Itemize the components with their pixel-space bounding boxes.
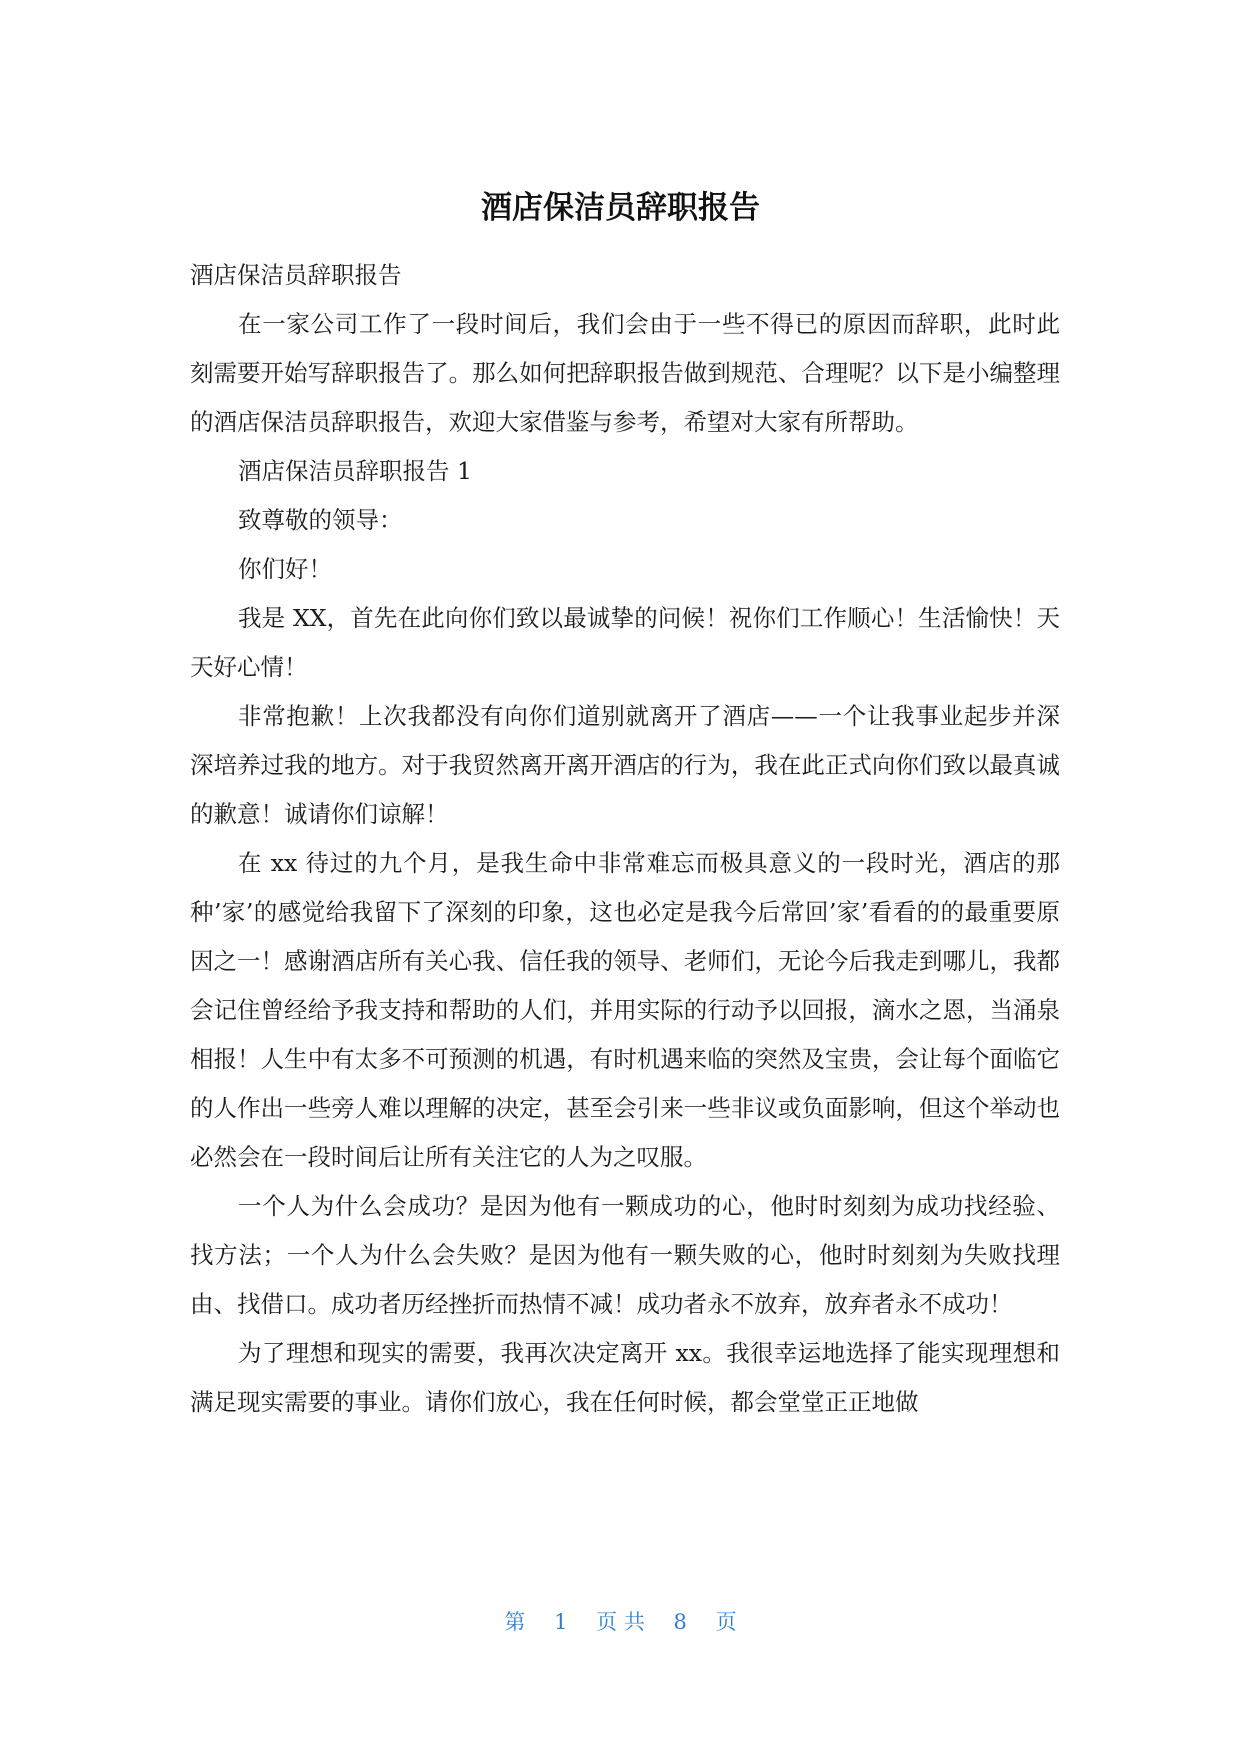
paragraph: 在 xx 待过的九个月，是我生命中非常难忘而极具意义的一段时光，酒店的那种’家’的感觉给我留下了深刻的印象，这也必定是我今后常回’家’看看的的最重要原因之一！感谢酒店所有关心我、信任我的领导、老师们，无论今后我走到哪儿，我都会记住曾经给予我支持和帮助的人们，并用实际的行动予以回报，滴水之恩，当涌泉相报！人生中有太多不可预测的机遇，有时机遇来临的突然及宝贵，会让每个面临它的人作出一些旁人难以理解的决定，甚至会引来一些非议或负面影响，但这个举动也必然会在一段时间后让所有关注它的人为之叹服。: [190, 849, 1060, 1171]
page-footer: [0, 1608, 1241, 1636]
paragraph-intro: 在一家公司工作了一段时间后，我们会由于一些不得已的原因而辞职，此时此刻需要开始写辞职报告了。那么如何把辞职报告做到规范、合理呢？以下是小编整理的酒店保洁员辞职报告，欢迎大家借鉴与参考，希望对大家有所帮助。: [190, 310, 1060, 436]
section-heading: 酒店保洁员辞职报告 1: [238, 457, 472, 485]
document-body: [190, 251, 1060, 1427]
document-subtitle: 酒店保洁员辞职报告: [190, 261, 402, 289]
footer-label-of: 页 共: [596, 1610, 645, 1634]
footer-current-page: 1: [554, 1610, 568, 1634]
greeting: 你们好！: [238, 555, 332, 583]
footer-total-pages: 8: [673, 1610, 687, 1634]
footer-label-pages: 页: [715, 1610, 737, 1634]
salutation: 致尊敬的领导：: [238, 506, 403, 534]
paragraph: 我是 XX，首先在此向你们致以最诚挚的问候！祝你们工作顺心！生活愉快！天天好心情！: [190, 604, 1060, 681]
footer-label-page: 第: [504, 1610, 526, 1634]
paragraph: 非常抱歉！上次我都没有向你们道别就离开了酒店——一个让我事业起步并深深培养过我的地方。对于我贸然离开离开酒店的行为，我在此正式向你们致以最真诚的歉意！诚请你们谅解！: [190, 702, 1060, 828]
paragraph: 一个人为什么会成功？是因为他有一颗成功的心，他时时刻刻为成功找经验、找方法；一个人为什么会失败？是因为他有一颗失败的心，他时时刻刻为失败找理由、找借口。成功者历经挫折而热情不减！成功者永不放弃，放弃者永不成功！: [190, 1192, 1060, 1318]
paragraph: 为了理想和现实的需要，我再次决定离开 xx。我很幸运地选择了能实现理想和满足现实需要的事业。请你们放心，我在任何时候，都会堂堂正正地做: [190, 1339, 1060, 1416]
document-title: 酒店保洁员辞职报告: [481, 190, 760, 226]
